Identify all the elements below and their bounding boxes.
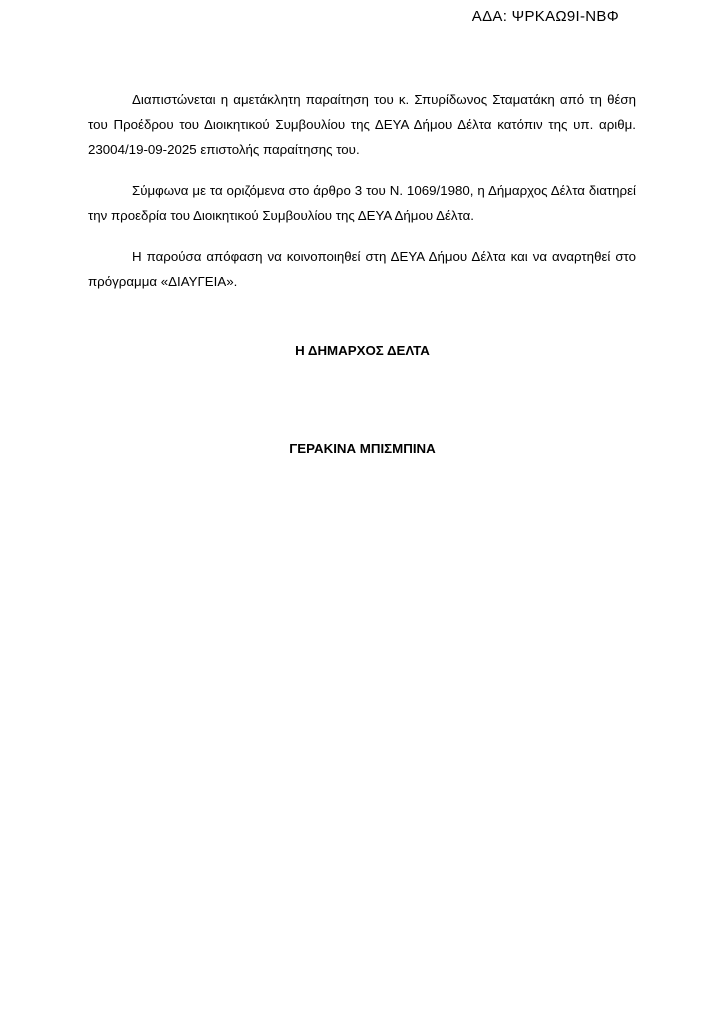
signature-name: ΓΕΡΑΚΙΝΑ ΜΠΙΣΜΠΙΝΑ bbox=[289, 441, 436, 456]
paragraph-presidency: Σύμφωνα με τα οριζόμενα στο άρθρο 3 του Ν. 1069/1980, η Δήμαρχος Δέλτα διατηρεί την προεδρία του Διοικητικού Συμβουλίου της ΔΕΥΑ Δήμου Δέλτα. bbox=[88, 183, 636, 223]
paragraph-publication: Η παρούσα απόφαση να κοινοποιηθεί στη ΔΕΥΑ Δήμου Δέλτα και να αναρτηθεί στο πρόγραμμα «ΔΙΑΥΓΕΙΑ». bbox=[88, 249, 636, 289]
ada-code: ΑΔΑ: ΨΡΚΑΩ9Ι-ΝΒΦ bbox=[471, 8, 619, 25]
signature-title: Η ΔΗΜΑΡΧΟΣ ΔΕΛΤΑ bbox=[295, 343, 430, 358]
document-body bbox=[88, 87, 636, 310]
paragraph-resignation: Διαπιστώνεται η αμετάκλητη παραίτηση του κ. Σπυρίδωνος Σταματάκη από τη θέση του Προέδρου του Διοικητικού Συμβουλίου της ΔΕΥΑ Δήμου Δέλτα κατόπιν της υπ. αριθμ. 23004/19-09-2025 επιστολής παραίτησης του. bbox=[88, 92, 636, 157]
